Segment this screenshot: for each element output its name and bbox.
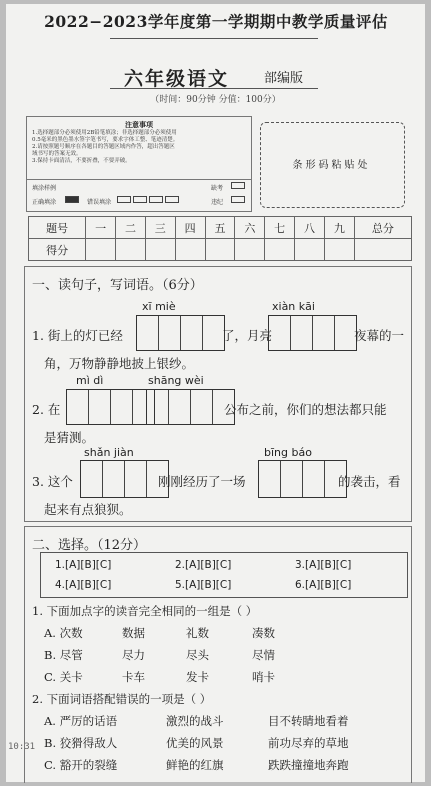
- option-item: A. 严厉的话语: [44, 714, 118, 728]
- notice-divider: [27, 179, 251, 180]
- score-cell[interactable]: [145, 239, 175, 261]
- answer-grid[interactable]: [268, 315, 357, 351]
- q1-text-start: 1. 街上的灯已经: [32, 328, 123, 343]
- subject-divider: [110, 88, 318, 89]
- option-item: 尽头: [186, 648, 209, 662]
- option-item: A. 次数: [44, 626, 83, 640]
- option-item: 数据: [122, 626, 145, 640]
- notice-line: 3.保持卡面清洁，不要折叠，不要弄破。: [32, 158, 131, 164]
- q2-text-end: 公布之前，你们的想法都只能: [224, 402, 387, 417]
- answer-grid[interactable]: [258, 460, 347, 498]
- score-cell[interactable]: [116, 239, 146, 261]
- option-item: B. 狡猾得敌人: [44, 736, 118, 750]
- pinyin-label: shāng wèi: [148, 374, 204, 387]
- answer-choice[interactable]: 1.[A][B][C]: [55, 559, 112, 571]
- wrong-fill-samples: [117, 196, 179, 203]
- answer-choice[interactable]: 5.[A][B][C]: [175, 579, 232, 591]
- option-item: C. 关卡: [44, 670, 83, 684]
- pinyin-label: xī miè: [142, 300, 176, 313]
- wrong-fill-label: 错误填涂: [87, 199, 112, 206]
- table-cell: 九: [324, 217, 354, 239]
- section-two-heading: 二、选择。（12分）: [32, 538, 147, 553]
- table-cell: 八: [295, 217, 325, 239]
- q3-text-end: 的袭击，看: [338, 474, 401, 489]
- answer-grid[interactable]: [136, 315, 225, 351]
- table-cell: 七: [265, 217, 295, 239]
- violation-checkbox[interactable]: [231, 196, 245, 203]
- absent-label: 缺考: [211, 185, 224, 192]
- score-cell[interactable]: [324, 239, 354, 261]
- option-item: C. 豁开的裂缝: [44, 758, 118, 772]
- pinyin-label: bīng báo: [264, 446, 312, 459]
- score-cell[interactable]: [175, 239, 205, 261]
- option-item: 尽情: [252, 648, 275, 662]
- table-cell: 二: [116, 217, 146, 239]
- subject-title: 六年级语文: [124, 68, 230, 90]
- notice-line: 0.5毫米的黑色墨水签字笔书写，要求字体工整、笔迹清楚。: [32, 137, 179, 143]
- option-item: 前功尽弃的草地: [268, 736, 349, 750]
- table-cell: 一: [86, 217, 116, 239]
- example-label: 填涂样例: [32, 185, 57, 192]
- table-row: [29, 217, 412, 239]
- q3-text-mid: 刚刚经历了一场: [158, 474, 246, 489]
- table-row: [29, 239, 412, 261]
- notice-box: [26, 116, 252, 212]
- notice-line: 2.请按照题号顺序在各题目的答题区域内作答，超出答题区: [32, 144, 175, 150]
- option-item: 凑数: [252, 626, 275, 640]
- score-cell[interactable]: [295, 239, 325, 261]
- q1-text-end: 夜幕的一: [354, 328, 405, 343]
- barcode-label: 条形码粘贴处: [292, 160, 371, 171]
- score-cell[interactable]: [235, 239, 265, 261]
- correct-fill-sample: [65, 196, 79, 203]
- table-cell: 题号: [29, 217, 86, 239]
- score-cell[interactable]: [354, 239, 411, 261]
- q1-text-line2: 角，万物静静地披上银纱。: [44, 356, 195, 371]
- option-item: 哨卡: [252, 670, 275, 684]
- q3-text-line2: 起来有点狼狈。: [44, 502, 132, 517]
- exam-title: 2022−2023学年度第一学期期中教学质量评估: [44, 12, 388, 31]
- answer-grid[interactable]: [146, 389, 235, 425]
- score-cell[interactable]: [86, 239, 116, 261]
- table-cell: 得分: [29, 239, 86, 261]
- notice-line: 域书写的答案无效。: [32, 151, 82, 157]
- table-cell: 五: [205, 217, 235, 239]
- time-info: （时间：90分钟 分值：100分）: [150, 95, 281, 105]
- q2-text-line2: 是猜测。: [44, 430, 95, 445]
- option-item: 跌跌撞撞地奔跑: [268, 758, 349, 772]
- pinyin-label: mì dì: [76, 374, 104, 387]
- table-cell: 三: [145, 217, 175, 239]
- section-one-heading: 一、读句子，写词语。（6分）: [32, 278, 203, 293]
- notice-line: 1.选择题部分必须使用2B铅笔填涂；非选择题部分必须使用: [32, 130, 177, 136]
- answer-grid[interactable]: [66, 389, 155, 425]
- exam-paper: [6, 4, 425, 782]
- answer-choice[interactable]: 6.[A][B][C]: [295, 579, 352, 591]
- correct-fill-label: 正确填涂: [32, 199, 57, 206]
- table-cell: 总分: [354, 217, 411, 239]
- option-item: 优美的风景: [166, 736, 224, 750]
- table-cell: 六: [235, 217, 265, 239]
- photo-timestamp: 10:31: [8, 742, 36, 752]
- option-item: 礼数: [186, 626, 209, 640]
- option-item: 尽力: [122, 648, 145, 662]
- option-item: 鲜艳的红旗: [166, 758, 224, 772]
- score-cell[interactable]: [205, 239, 235, 261]
- edition-label: 部编版: [264, 71, 304, 86]
- absent-checkbox[interactable]: [231, 182, 245, 189]
- score-table: [28, 216, 412, 261]
- notice-title: 注意事项: [125, 120, 153, 129]
- answer-grid[interactable]: [80, 460, 169, 498]
- q3-text-start: 3. 这个: [32, 474, 73, 489]
- pinyin-label: shǎn jiàn: [84, 446, 134, 459]
- answer-choice[interactable]: 3.[A][B][C]: [295, 559, 352, 571]
- option-item: B. 尽管: [44, 648, 83, 662]
- option-item: 激烈的战斗: [166, 714, 224, 728]
- answer-sheet-box: [40, 552, 408, 598]
- answer-choice[interactable]: 2.[A][B][C]: [175, 559, 232, 571]
- score-cell[interactable]: [265, 239, 295, 261]
- option-item: 发卡: [186, 670, 209, 684]
- table-cell: 四: [175, 217, 205, 239]
- title-divider: [110, 38, 318, 39]
- question-2: 2. 下面词语搭配错误的一项是（ ）: [32, 692, 212, 706]
- option-item: 目不转睛地看着: [268, 714, 349, 728]
- q2-text-start: 2. 在: [32, 402, 61, 417]
- violation-label: 违纪: [211, 199, 224, 206]
- answer-choice[interactable]: 4.[A][B][C]: [55, 579, 112, 591]
- option-item: 卡车: [122, 670, 145, 684]
- q1-text-mid: 了，月亮: [222, 328, 273, 343]
- pinyin-label: xiàn kāi: [272, 300, 315, 313]
- question-1: 1. 下面加点字的读音完全相同的一组是（ ）: [32, 604, 258, 618]
